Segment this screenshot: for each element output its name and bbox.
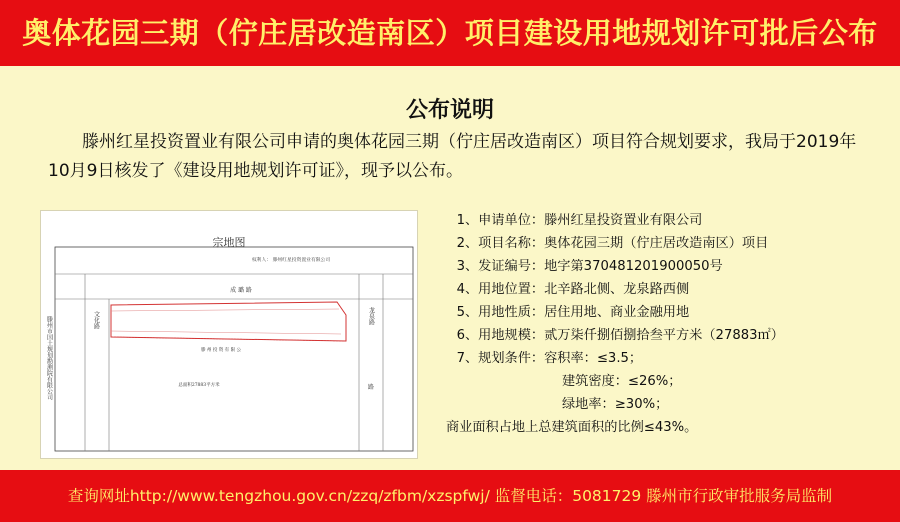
road-north-label: 成 璐 路 [230, 287, 252, 294]
site-map [40, 210, 418, 459]
footer-text: 查询网址http://www.tengzhou.gov.cn/zzq/zfbm/xzspfwj/ 监督电话：5081729 滕州市行政审批服务局监制 [67, 487, 833, 505]
detail-row-4: 4、用地位置：北辛路北侧、龙泉路西侧 [456, 282, 690, 297]
parcel-setback-south [111, 331, 341, 334]
map-title: 宗地图 [212, 236, 246, 249]
detail-row-3: 3、发证编号：地字第370481201900050号 [456, 259, 723, 274]
site-map-drawing [41, 211, 417, 458]
detail-commercial-ratio: 商业面积占地上总建筑面积的比例≤43%。 [446, 420, 698, 435]
road-east-label: 龙泉路 [367, 307, 375, 325]
map-applicant: 权利人： 滕州红星投资置业有限公司 [251, 258, 331, 263]
detail-row-1: 1、申请单位：滕州红星投资置业有限公司 [456, 213, 703, 228]
notice-heading: 公布说明 [405, 98, 494, 123]
detail-row-5: 5、用地性质：居住用地、商业金融用地 [456, 305, 690, 320]
area-note: 总面积27883平方米 [178, 383, 220, 388]
project-details [446, 209, 886, 439]
banner-title: 奥体花园三期（佇庄居改造南区）项目建设用地规划许可批后公布 [22, 16, 878, 50]
parcel-label: 滕 州 投 资 有 限 公 [200, 348, 242, 353]
map-side-org: 滕州市国土规划勘测院有限公司 [45, 316, 53, 400]
parcel-setback-north [111, 309, 339, 311]
detail-green-ratio: 绿地率：≥30%； [562, 397, 669, 412]
road-east-lower-label: 路 [367, 384, 375, 391]
detail-row-2: 2、项目名称：奥体花园三期（佇庄居改造南区）项目 [456, 236, 769, 251]
detail-row-7: 7、规划条件：容积率：≤3.5； [456, 351, 643, 366]
detail-density: 建筑密度：≤26%； [562, 374, 682, 389]
road-west-label: 文化路 [92, 311, 100, 329]
notice-paragraph: 滕州红星投资置业有限公司申请的奥体花园三期（佇庄居改造南区）项目符合规划要求，我局于2019年10月9日核发了《建设用地规划许可证》，现予以公布。 [48, 132, 857, 181]
parcel-outline [111, 302, 346, 341]
detail-row-6: 6、用地规模：贰万柒仟捌佰捌拾叁平方米（27883㎡） [456, 328, 784, 343]
